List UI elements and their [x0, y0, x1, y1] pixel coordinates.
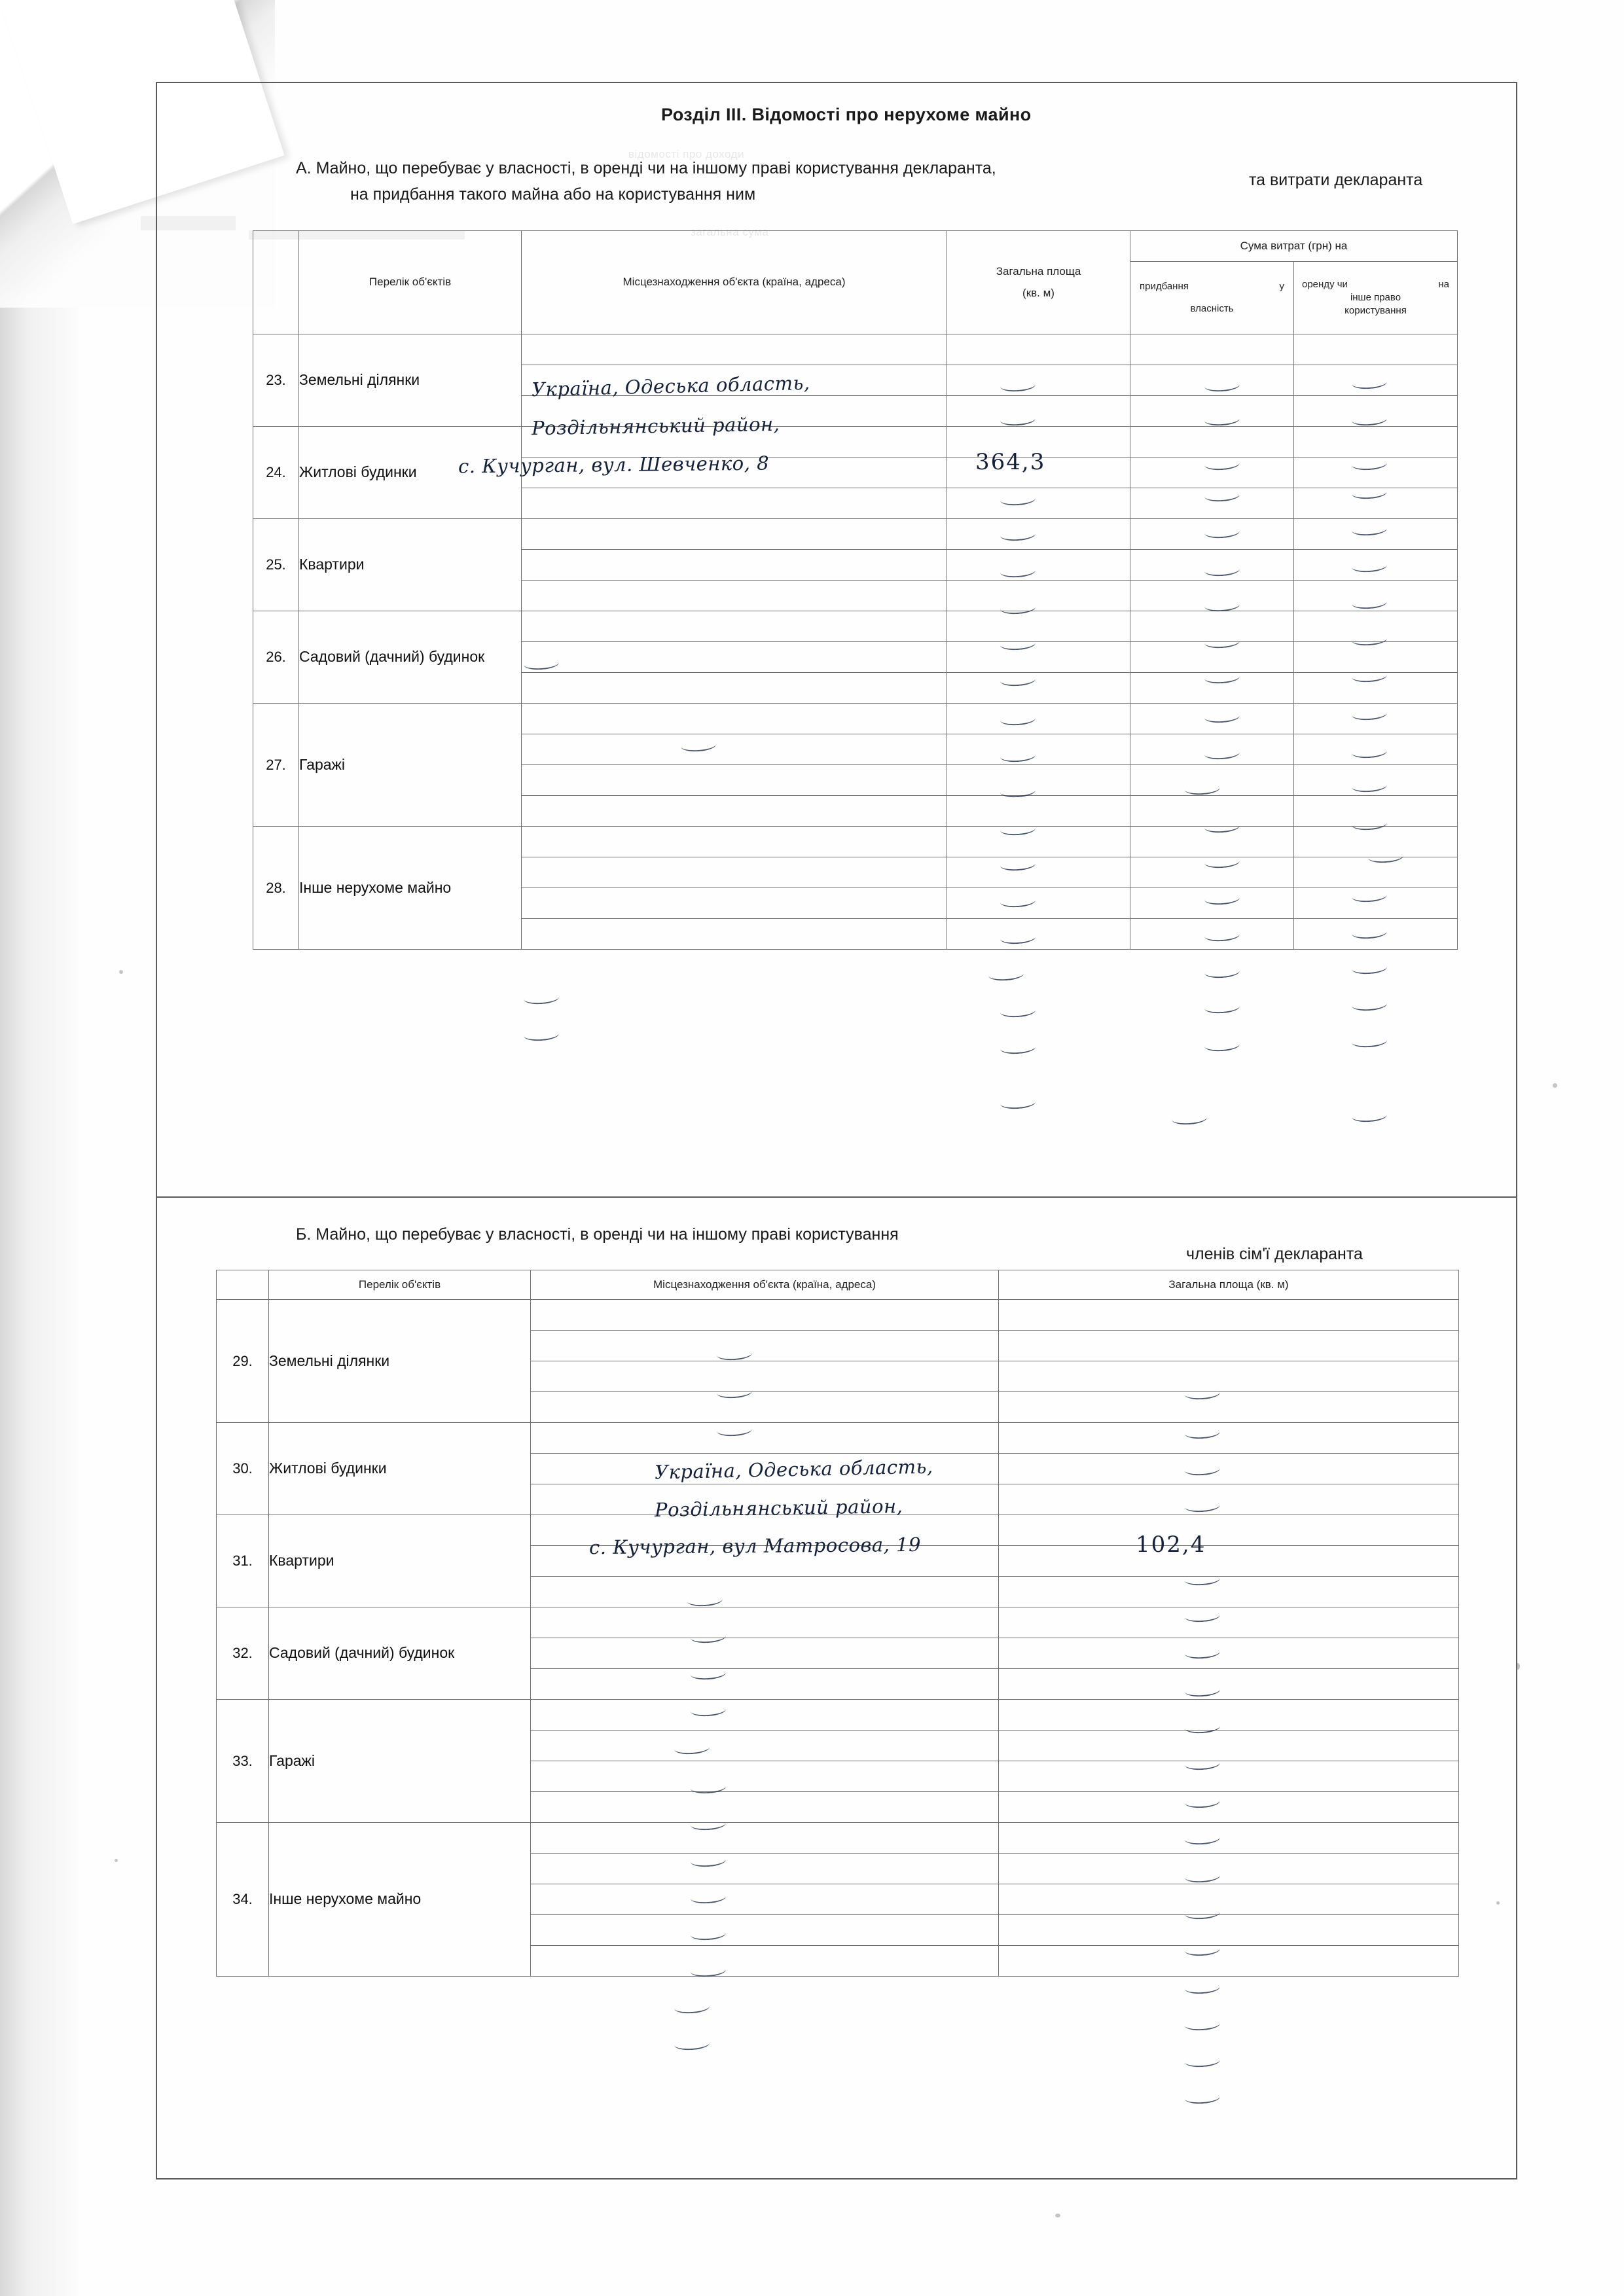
cell-location[interactable]: [522, 796, 947, 827]
scan-speck-4: [115, 1859, 118, 1862]
part-b-row-label-33: Гаражі: [269, 1700, 531, 1823]
part-a-header-area-line1: Загальна площа: [996, 264, 1081, 278]
cell-location[interactable]: [522, 888, 947, 919]
cell-area[interactable]: [947, 611, 1130, 642]
part-a-row-label-28: Інше нерухоме майно: [299, 827, 522, 950]
part-a-row-label-27: Гаражі: [299, 704, 522, 827]
part-b-row-label-30: Житлові будинки: [269, 1423, 531, 1515]
part-a-header-row-1: [253, 231, 1458, 262]
part-a-header-area-line2: (кв. м): [1022, 286, 1055, 299]
cell-area[interactable]: [999, 1946, 1459, 1977]
cell-area[interactable]: [947, 334, 1130, 365]
cell-area[interactable]: [999, 1361, 1459, 1392]
cell-area[interactable]: [947, 734, 1130, 765]
part-b-table: [216, 1270, 1459, 1977]
part-b-row-label-34: Інше нерухоме майно: [269, 1823, 531, 1977]
table-row: [217, 1823, 1459, 1854]
cell-location[interactable]: [522, 611, 947, 642]
cell-area[interactable]: [947, 642, 1130, 673]
handwriting-part-b-area: 102,4: [1136, 1532, 1206, 1558]
handwriting-part-b-address-line1: Україна, Одеська область,: [654, 1455, 933, 1484]
cell-location[interactable]: [522, 334, 947, 365]
cell-area[interactable]: [999, 1669, 1459, 1700]
part-a-header-cost-purchase-line1: придбання: [1140, 280, 1189, 292]
part-b-header-objects: Перелік об'єктів: [269, 1270, 531, 1300]
part-a-row-label-26: Садовий (дачний) будинок: [299, 611, 522, 704]
part-a-header-area: [947, 231, 1130, 334]
part-a-row-no-28: 28.: [253, 827, 299, 950]
cell-area[interactable]: [947, 673, 1130, 704]
part-a-intro-line1: А. Майно, що перебуває у власності, в оренді чи на іншому праві користування декларанта,: [296, 159, 996, 177]
scan-speck-5: [1055, 2214, 1060, 2217]
part-a-intro-line2: на придбання такого майна або на користування ним: [350, 185, 756, 204]
cell-location[interactable]: [522, 919, 947, 950]
part-a-row-label-24: Житлові будинки: [299, 427, 522, 519]
cell-area[interactable]: [999, 1607, 1459, 1638]
part-a-header-cost-rent-line2: на: [1438, 278, 1449, 290]
part-b-intro-left: Б. Майно, що перебуває у власності, в оренді чи на іншому праві користування: [296, 1225, 899, 1244]
cell-location[interactable]: [531, 1700, 999, 1731]
part-a-intro-right: та витрати декларанта: [1249, 171, 1423, 189]
cell-location[interactable]: [522, 642, 947, 673]
cell-area[interactable]: [999, 1761, 1459, 1792]
cell-area[interactable]: [999, 1700, 1459, 1731]
part-a-header-cost-purchase-line3: власність: [1190, 303, 1234, 314]
part-a-header-cost-rent-line4: користування: [1344, 305, 1407, 317]
cell-location[interactable]: [522, 488, 947, 519]
part-b-row-no-31: 31.: [217, 1515, 269, 1607]
part-b-header-area: Загальна площа (кв. м): [999, 1270, 1459, 1300]
cell-location[interactable]: [531, 1946, 999, 1977]
part-a-row-label-25: Квартири: [299, 519, 522, 611]
cell-location[interactable]: [531, 1300, 999, 1331]
part-a-row-no-23: 23.: [253, 334, 299, 427]
cell-location[interactable]: [531, 1392, 999, 1423]
cell-location[interactable]: [522, 734, 947, 765]
cell-area[interactable]: [999, 1423, 1459, 1454]
section-title: Розділ III. Відомості про нерухоме майно: [661, 105, 1032, 124]
cell-cost-rent[interactable]: [1294, 427, 1458, 457]
table-row: [253, 704, 1458, 734]
part-a-row-no-27: 27.: [253, 704, 299, 827]
cell-area[interactable]: [947, 581, 1130, 611]
table-row: [253, 519, 1458, 550]
cell-area[interactable]: [999, 1484, 1459, 1515]
cell-location[interactable]: [531, 1331, 999, 1361]
part-a-header-location: Місцезнаходження об'єкта (країна, адреса): [522, 231, 947, 334]
cell-area[interactable]: [947, 919, 1130, 950]
part-a-header-costs-group: Сума витрат (грн) на: [1130, 231, 1458, 262]
cell-area[interactable]: [947, 888, 1130, 919]
cell-location[interactable]: [522, 827, 947, 857]
handwriting-part-b-address-line2: Роздільнянський район,: [654, 1495, 903, 1521]
part-a-header-cost-rent-line3: інше право: [1350, 291, 1401, 303]
part-b-row-no-34: 34.: [217, 1823, 269, 1977]
part-b-row-no-33: 33.: [217, 1700, 269, 1823]
document-divider-rule: [156, 1196, 1517, 1198]
table-row: [217, 1300, 1459, 1331]
cell-area[interactable]: [999, 1300, 1459, 1331]
part-b-row-no-30: 30.: [217, 1423, 269, 1515]
cell-area[interactable]: [947, 550, 1130, 581]
cell-location[interactable]: [522, 765, 947, 796]
scan-speck-3: [119, 970, 123, 974]
cell-location[interactable]: [531, 1792, 999, 1823]
cell-location[interactable]: [531, 1854, 999, 1884]
cell-area[interactable]: [947, 396, 1130, 427]
cell-area[interactable]: [999, 1577, 1459, 1607]
cell-area[interactable]: [999, 1546, 1459, 1577]
cell-area[interactable]: [999, 1454, 1459, 1484]
cell-cost-purchase[interactable]: [1130, 427, 1294, 457]
cell-location[interactable]: [531, 1915, 999, 1946]
cell-area[interactable]: [947, 827, 1130, 857]
cell-area[interactable]: [999, 1854, 1459, 1884]
cell-area[interactable]: [947, 704, 1130, 734]
cell-location[interactable]: [531, 1423, 999, 1454]
cell-cost-purchase[interactable]: [1130, 334, 1294, 365]
table-row: [217, 1700, 1459, 1731]
part-b-row-label-29: Земельні ділянки: [269, 1300, 531, 1423]
handwriting-part-a-area: 364,3: [975, 449, 1046, 475]
handwriting-part-a-address-line2: Роздільнянський район,: [531, 412, 780, 440]
cell-location[interactable]: [531, 1761, 999, 1792]
cell-area[interactable]: [999, 1884, 1459, 1915]
cell-location[interactable]: [531, 1731, 999, 1761]
scan-ghost-text-1: відомості про доходи: [628, 148, 744, 160]
cell-location[interactable]: [531, 1607, 999, 1638]
cell-area[interactable]: [947, 488, 1130, 519]
part-a-row-no-25: 25.: [253, 519, 299, 611]
cell-location[interactable]: [531, 1823, 999, 1854]
cell-area[interactable]: [947, 796, 1130, 827]
scan-edge-shadow: [0, 0, 79, 2296]
cell-location[interactable]: [531, 1638, 999, 1669]
cell-location[interactable]: [522, 704, 947, 734]
part-b-intro-right: членів сім'ї декларанта: [1186, 1245, 1363, 1263]
cell-location[interactable]: [522, 857, 947, 888]
part-a-header-blank: [253, 231, 299, 334]
part-a-header-cost-rent-line1: оренду чи: [1302, 278, 1348, 290]
part-a-header-objects: Перелік об'єктів: [299, 231, 522, 334]
part-a-table: [253, 230, 1458, 950]
cell-area[interactable]: [999, 1792, 1459, 1823]
scan-speck-1: [1553, 1083, 1557, 1088]
handwriting-part-b-address-line3: с. Кучурган, вул Матросова, 19: [588, 1533, 922, 1559]
cell-location[interactable]: [531, 1577, 999, 1607]
part-b-row-label-31: Квартири: [269, 1515, 531, 1607]
part-a-header-cost-purchase-line2: у: [1279, 280, 1284, 292]
cell-location[interactable]: [531, 1669, 999, 1700]
part-b-header-blank: [217, 1270, 269, 1300]
handwriting-part-a-address-line3: с. Кучурган, вул. Шевченко, 8: [458, 452, 770, 478]
cell-location[interactable]: [531, 1361, 999, 1392]
cell-area[interactable]: [999, 1823, 1459, 1854]
part-a-row-no-24: 24.: [253, 427, 299, 519]
cell-location[interactable]: [522, 673, 947, 704]
cell-cost-rent[interactable]: [1294, 334, 1458, 365]
cell-area[interactable]: [947, 765, 1130, 796]
cell-area[interactable]: [999, 1515, 1459, 1546]
part-b-row-no-29: 29.: [217, 1300, 269, 1423]
part-b-header-row: [217, 1270, 1459, 1300]
cell-area[interactable]: [947, 519, 1130, 550]
cell-area[interactable]: [999, 1392, 1459, 1423]
table-row: [253, 334, 1458, 365]
cell-location[interactable]: [522, 581, 947, 611]
part-a-row-label-23: Земельні ділянки: [299, 334, 522, 427]
part-b-row-label-32: Садовий (дачний) будинок: [269, 1607, 531, 1700]
table-row: [217, 1423, 1459, 1454]
handwriting-part-a-address-line1: Україна, Одеська область,: [531, 371, 810, 401]
cell-area[interactable]: [947, 857, 1130, 888]
table-row: [253, 827, 1458, 857]
table-row: [253, 427, 1458, 457]
cell-area[interactable]: [999, 1915, 1459, 1946]
part-a-row-no-26: 26.: [253, 611, 299, 704]
part-a-header-cost-rent: [1294, 262, 1458, 334]
cell-location[interactable]: [522, 519, 947, 550]
part-b-header-location: Місцезнаходження об'єкта (країна, адреса): [531, 1270, 999, 1300]
cell-cost-rent[interactable]: [1294, 642, 1458, 673]
cell-location[interactable]: [522, 550, 947, 581]
cell-location[interactable]: [531, 1884, 999, 1915]
table-row: [253, 611, 1458, 642]
scan-ghost-text-2: загальна сума: [691, 226, 769, 238]
part-a-header-cost-purchase: [1130, 262, 1294, 334]
cell-area[interactable]: [999, 1331, 1459, 1361]
cell-area[interactable]: [999, 1731, 1459, 1761]
cell-area[interactable]: [947, 365, 1130, 396]
cell-area[interactable]: [999, 1638, 1459, 1669]
part-b-row-no-32: 32.: [217, 1607, 269, 1700]
table-row: [217, 1607, 1459, 1638]
